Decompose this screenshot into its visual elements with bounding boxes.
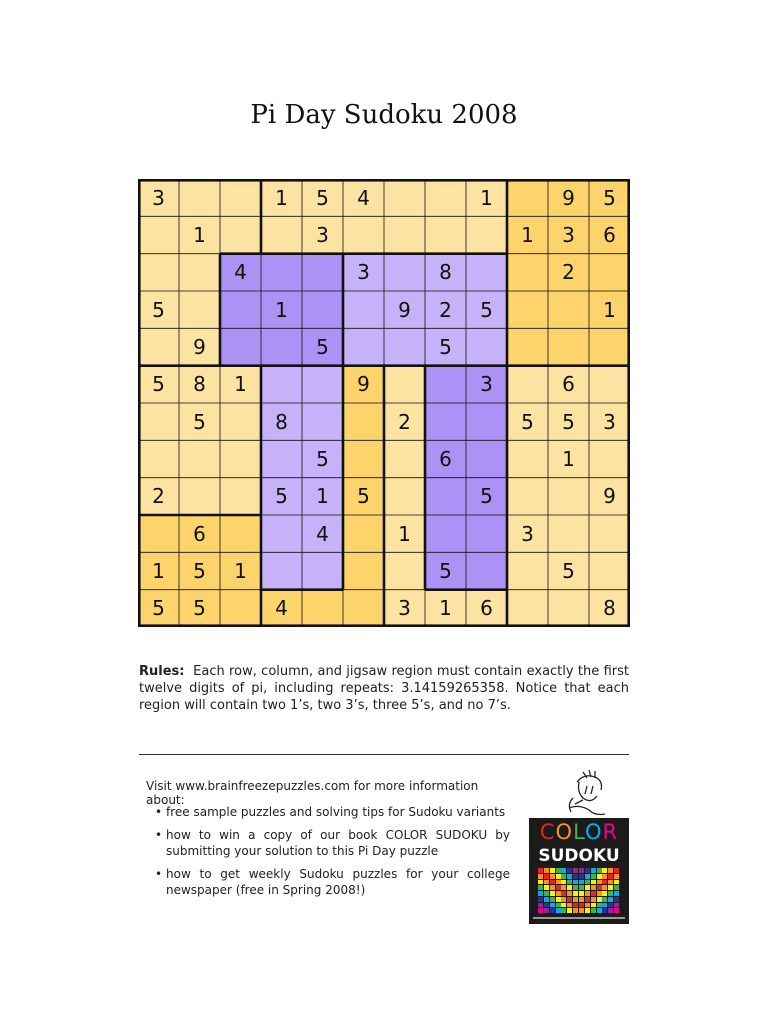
sudoku-cell [589,552,630,589]
book-art-square [561,868,566,873]
book-art-square [591,908,596,913]
book-art-square [561,908,566,913]
book-art-square [561,891,566,896]
sudoku-cell: 5 [507,403,548,440]
sudoku-cell [425,478,466,515]
sudoku-cell: 2 [384,403,425,440]
book-art-square [573,885,578,890]
sudoku-cell [138,440,179,477]
sudoku-cell [343,291,384,328]
sudoku-grid [138,179,630,627]
book-art-square [602,885,607,890]
book-art-square [550,880,555,885]
book-art-square [597,868,602,873]
book-art-square [544,885,549,890]
sudoku-cell: 1 [220,366,261,403]
sudoku-cell [220,179,261,216]
book-art-square [597,903,602,908]
sudoku-cell: 6 [466,590,507,627]
book-art-square [591,897,596,902]
book-art-square [597,874,602,879]
sudoku-cell [179,254,220,291]
sudoku-cell: 3 [548,216,589,253]
book-art-square [597,897,602,902]
sudoku-cell [548,590,589,627]
book-art-square [573,903,578,908]
book-art-square [567,903,572,908]
book-art-square [597,885,602,890]
book-art-square [579,897,584,902]
book-cover [529,768,629,924]
book-art-square [538,903,543,908]
book-art-square [597,891,602,896]
sudoku-cell [466,552,507,589]
sudoku-cell [548,291,589,328]
sudoku-cell [548,478,589,515]
book-art-square [544,874,549,879]
book-art-square [544,891,549,896]
sudoku-cell [138,515,179,552]
sudoku-cell: 5 [425,328,466,365]
book-art-square [573,868,578,873]
book-art-square [556,903,561,908]
sudoku-cell [261,552,302,589]
sudoku-cell: 5 [343,478,384,515]
sudoku-cell: 4 [302,515,343,552]
book-title-letter: R [602,820,619,844]
sudoku-cell: 5 [179,590,220,627]
book-art-square [591,885,596,890]
sudoku-cell [138,403,179,440]
sudoku-cell [384,179,425,216]
sudoku-cell [179,291,220,328]
sudoku-cell: 3 [589,403,630,440]
sudoku-cell [261,515,302,552]
book-art-square [591,880,596,885]
sudoku-cell: 9 [384,291,425,328]
book-art-square [579,903,584,908]
sudoku-cell: 2 [138,478,179,515]
sudoku-cell [507,478,548,515]
sudoku-cell [384,440,425,477]
sudoku-cell: 9 [589,478,630,515]
sudoku-cell [589,366,630,403]
book-art-square [573,880,578,885]
sudoku-cell [589,515,630,552]
sudoku-cell [384,254,425,291]
sudoku-cell: 9 [343,366,384,403]
sudoku-cell: 1 [589,291,630,328]
book-art-square [567,897,572,902]
sudoku-cell: 1 [261,179,302,216]
book-art-square [550,868,555,873]
book-art-square [602,891,607,896]
sudoku-cell [302,291,343,328]
book-art-square [538,908,543,913]
page-title: Pi Day Sudoku 2008 [250,100,518,130]
sudoku-cell [261,328,302,365]
sudoku-cell: 2 [548,254,589,291]
sudoku-cell [179,440,220,477]
book-art-square [602,880,607,885]
book-art-square [614,908,619,913]
book-art-square [579,885,584,890]
book-art-square [550,885,555,890]
book-art-square [561,880,566,885]
sudoku-cell: 9 [179,328,220,365]
book-art-square [573,891,578,896]
sudoku-cell: 9 [548,179,589,216]
sudoku-cell [343,440,384,477]
sudoku-cell [343,515,384,552]
sudoku-cell [302,366,343,403]
sudoku-cell [507,328,548,365]
sudoku-cell: 5 [138,291,179,328]
sudoku-cell: 3 [384,590,425,627]
book-cover-grid-art [538,868,620,914]
sudoku-cell [507,366,548,403]
book-art-square [561,897,566,902]
book-art-square [614,880,619,885]
book-art-square [538,868,543,873]
sudoku-cell [507,291,548,328]
book-art-square [614,897,619,902]
sudoku-cell [466,440,507,477]
sudoku-cell [425,403,466,440]
book-art-square [550,897,555,902]
book-art-square [573,897,578,902]
sudoku-cell: 3 [466,366,507,403]
sudoku-cell: 5 [138,590,179,627]
book-art-square [567,908,572,913]
book-art-square [556,885,561,890]
book-art-square [585,891,590,896]
book-art-square [579,891,584,896]
sudoku-cell: 3 [138,179,179,216]
sudoku-cell [302,403,343,440]
book-art-square [602,903,607,908]
book-art-square [556,908,561,913]
book-art-square [608,897,613,902]
sudoku-cell [261,440,302,477]
sudoku-cell [261,216,302,253]
book-art-square [591,903,596,908]
sudoku-cell: 1 [425,590,466,627]
sudoku-cell [138,328,179,365]
book-art-square [614,885,619,890]
sudoku-cell: 1 [302,478,343,515]
book-art-square [556,868,561,873]
visit-line: Visit www.brainfreezepuzzles.com for more information about: [146,779,479,807]
sudoku-cell: 3 [343,254,384,291]
info-bullets [166,804,510,905]
sudoku-cell [589,328,630,365]
sudoku-cell: 8 [261,403,302,440]
sudoku-cell [425,366,466,403]
sudoku-cell [466,403,507,440]
sudoku-cell [138,254,179,291]
book-art-square [538,874,543,879]
rules-body: Each row, column, and jigsaw region must contain exactly the first twelve digits of pi, including repeats: 3.14159265358. Notice that each region will contain two 1’s, two 3’s, three 5’s, and no 7’s. [139,664,629,713]
book-title-letter: O [585,820,603,844]
book-title-letter: C [539,820,556,844]
sudoku-cell [302,254,343,291]
book-art-square [550,903,555,908]
book-art-square [614,891,619,896]
book-art-square [602,868,607,873]
sudoku-cell: 6 [425,440,466,477]
sudoku-cell [507,552,548,589]
book-art-square [538,885,543,890]
sudoku-cell [384,216,425,253]
sudoku-cell: 3 [302,216,343,253]
sudoku-cell [261,254,302,291]
sudoku-cell [548,515,589,552]
book-art-square [585,885,590,890]
sudoku-cell [302,590,343,627]
book-art-square [585,897,590,902]
divider [139,754,629,755]
sudoku-cell: 3 [507,515,548,552]
sudoku-cell [466,328,507,365]
sudoku-cell [384,552,425,589]
book-art-square [608,868,613,873]
book-art-square [597,880,602,885]
book-art-square [608,880,613,885]
book-art-square [585,903,590,908]
book-art-square [561,903,566,908]
sudoku-cell: 8 [589,590,630,627]
book-art-square [614,868,619,873]
sudoku-cell [220,216,261,253]
book-art-square [538,897,543,902]
sudoku-cell [384,478,425,515]
book-art-square [597,908,602,913]
book-art-square [602,874,607,879]
book-art-square [579,908,584,913]
book-art-square [567,874,572,879]
book-art-square [561,874,566,879]
book-art-square [567,880,572,885]
sudoku-cell [507,590,548,627]
sudoku-cell [179,179,220,216]
sudoku-cell: 5 [466,291,507,328]
sudoku-cell [220,440,261,477]
book-art-square [608,874,613,879]
bullet-item: • how to get weekly Sudoku puzzles for your college newspaper (free in Spring 2008!) [166,866,510,898]
book-art-square [579,880,584,885]
book-art-square [608,908,613,913]
book-title-sudoku: SUDOKU [538,846,620,866]
book-art-square [585,874,590,879]
book-art-square [556,874,561,879]
sudoku-cell: 5 [589,179,630,216]
sudoku-cell [425,515,466,552]
sudoku-cell [220,328,261,365]
book-art-square [538,891,543,896]
sudoku-cell: 8 [425,254,466,291]
sudoku-cell [425,179,466,216]
book-art-square [561,885,566,890]
sudoku-cell: 5 [425,552,466,589]
sudoku-cell: 5 [466,478,507,515]
sudoku-cell [220,590,261,627]
sudoku-cell [220,403,261,440]
bullet-item: • free sample puzzles and solving tips for Sudoku variants [166,804,510,820]
sudoku-cell [548,328,589,365]
book-art-square [544,880,549,885]
book-art-square [614,874,619,879]
sudoku-cell [507,254,548,291]
sudoku-cell: 5 [548,403,589,440]
book-art-square [556,897,561,902]
book-art-square [591,868,596,873]
book-art-square [573,908,578,913]
sudoku-cell: 6 [548,366,589,403]
book-art-square [591,891,596,896]
book-title-letter: L [573,820,586,844]
sudoku-cell [261,366,302,403]
sudoku-cell [220,291,261,328]
sudoku-cell: 1 [548,440,589,477]
book-art-square [538,880,543,885]
book-art-square [608,885,613,890]
sudoku-cell [507,179,548,216]
sudoku-cell [466,216,507,253]
book-art-square [567,891,572,896]
sudoku-cell [220,478,261,515]
sudoku-cell [384,366,425,403]
sudoku-cell [466,254,507,291]
sudoku-cell: 5 [179,552,220,589]
sudoku-cell [220,515,261,552]
sudoku-cell: 1 [220,552,261,589]
book-art-square [567,868,572,873]
sudoku-cell [343,552,384,589]
sudoku-cell: 5 [179,403,220,440]
sudoku-cell: 5 [261,478,302,515]
sudoku-cell: 1 [507,216,548,253]
sudoku-cell: 4 [343,179,384,216]
book-art-square [614,903,619,908]
rules-heading: Rules: [139,664,185,679]
sudoku-cell [343,403,384,440]
book-art-square [585,880,590,885]
book-art-square [550,874,555,879]
book-art-square [544,897,549,902]
sudoku-cell [589,254,630,291]
sudoku-cell: 1 [138,552,179,589]
book-art-square [585,908,590,913]
book-title-letter: O [555,820,574,844]
sudoku-cell [343,590,384,627]
book-art-square [585,868,590,873]
book-art-square [550,891,555,896]
sudoku-cell: 2 [425,291,466,328]
sudoku-cell [425,216,466,253]
sudoku-cell [507,440,548,477]
book-art-square [544,908,549,913]
book-art-square [556,891,561,896]
book-art-square [550,908,555,913]
cartoon-figure-icon [529,768,629,820]
book-art-square [608,903,613,908]
sudoku-cell: 1 [466,179,507,216]
sudoku-cell: 5 [302,328,343,365]
sudoku-cell: 5 [138,366,179,403]
book-art-square [573,874,578,879]
book-art-square [544,903,549,908]
sudoku-cell: 5 [302,440,343,477]
sudoku-cell [466,515,507,552]
sudoku-cell [589,440,630,477]
sudoku-cell [138,216,179,253]
rules-text [139,663,629,714]
sudoku-cell: 4 [220,254,261,291]
book-title-color [529,820,629,844]
book-art-square [608,891,613,896]
sudoku-cell: 6 [589,216,630,253]
sudoku-cell: 1 [261,291,302,328]
book-cover-tagline [533,915,625,921]
bullet-item: • how to win a copy of our book COLOR SUDOKU by submitting your solution to this Pi Day puzzle [166,827,510,859]
book-art-square [556,880,561,885]
book-art-square [579,868,584,873]
sudoku-cell: 8 [179,366,220,403]
sudoku-cell: 4 [261,590,302,627]
sudoku-cell [343,216,384,253]
book-art-square [591,874,596,879]
sudoku-cell: 5 [548,552,589,589]
sudoku-cell [302,552,343,589]
sudoku-cell [384,328,425,365]
book-art-square [544,868,549,873]
book-art-square [579,874,584,879]
book-art-square [567,885,572,890]
sudoku-cell [343,328,384,365]
book-art-square [602,897,607,902]
book-art-square [602,908,607,913]
sudoku-cell: 5 [302,179,343,216]
sudoku-cell: 1 [179,216,220,253]
sudoku-cell [179,478,220,515]
sudoku-cell: 6 [179,515,220,552]
sudoku-cell: 1 [384,515,425,552]
